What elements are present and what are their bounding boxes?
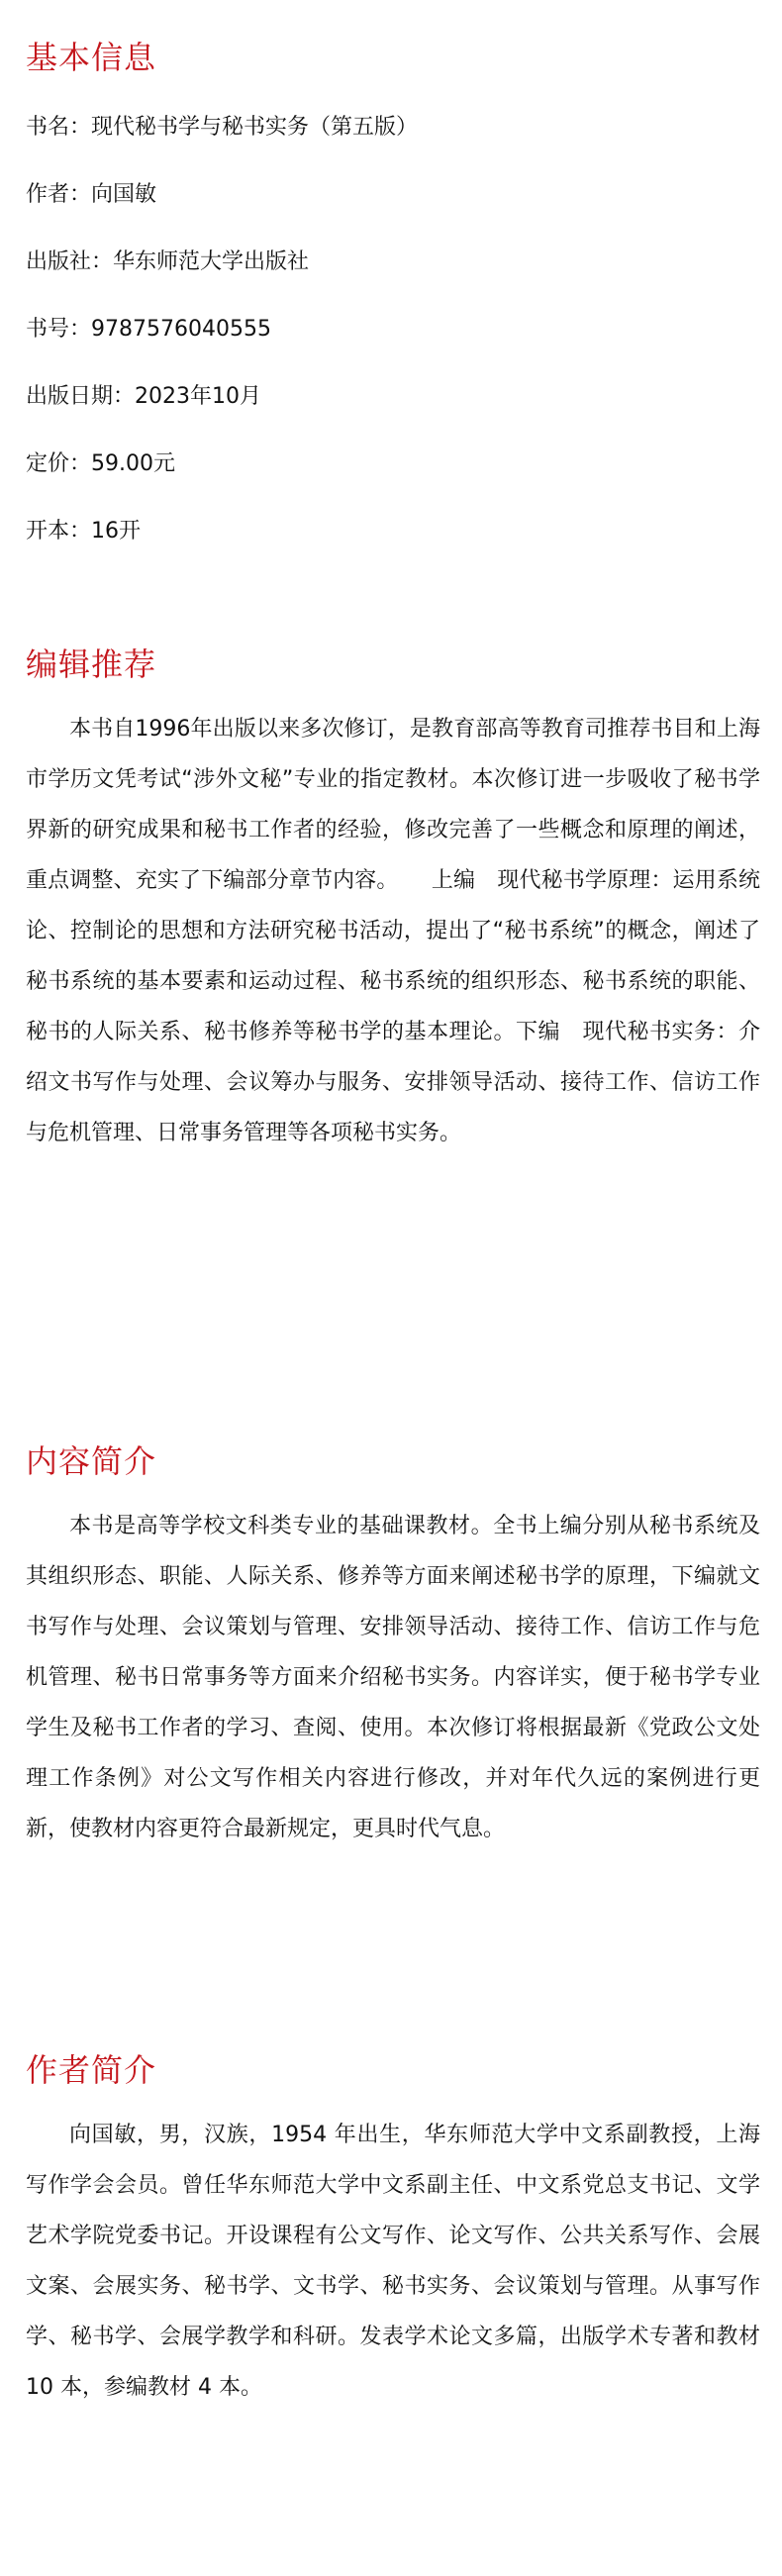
basic-info-section [26, 38, 760, 552]
book-title-line: 书名：现代秘书学与秘书实务（第五版） [26, 115, 419, 140]
author-intro-body: 向国敏，男，汉族，1954 年出生，华东师范大学中文系副教授，上海写作学会会员。曾任华东师范大学中文系副主任、中文系党总支书记、文学艺术学院党委书记。开设课程有公文写作、论文写作、公共关系写作、会展文案、会展实务、秘书学、文书学、秘书实务、会议策划与管理。从事写作学、秘书学、会展学教学和科研。发表学术论文多篇，出版学术专著和教材 10 本，参编教材 4 本。 [26, 2123, 760, 2400]
content-summary-section [26, 1441, 760, 1854]
price-line: 定价：59.00元 [26, 451, 175, 476]
publisher-line: 出版社：华东师范大学出版社 [26, 249, 310, 274]
publish-date-line: 出版日期：2023年10月 [26, 384, 261, 409]
editor-recommendation-body: 本书自1996年出版以来多次修订，是教育部高等教育司推荐书目和上海市学历文凭考试“涉外文秘”专业的指定教材。本次修订进一步吸收了秘书学界新的研究成果和秘书工作者的经验，修改完善了一些概念和原理的阐述，重点调整、充实了下编部分章节内容。 上编 现代秘书学原理：运用系统论、控制论的思想和方法研究秘书活动，提出了“秘书系统”的概念，阐述了秘书系统的基本要素和运动过程、秘书系统的组织形态、秘书系统的职能、秘书的人际关系、秘书修养等秘书学的基本理论。下编 现代秘书实务：介绍文书写作与处理、会议筹办与服务、安排领导活动、接待工作、信访工作与危机管理、日常事务管理等各项秘书实务。 [26, 717, 760, 1145]
editor-recommendation-section [26, 644, 760, 1158]
basic-info-heading: 基本信息 [26, 39, 157, 76]
content-summary-heading: 内容简介 [26, 1442, 157, 1480]
author-intro-heading: 作者简介 [26, 2051, 157, 2089]
isbn-line: 书号：9787576040555 [26, 317, 271, 342]
author-intro-section [26, 2050, 760, 2413]
format-line: 开本：16开 [26, 519, 141, 544]
editor-recommendation-heading: 编辑推荐 [26, 645, 157, 683]
author-line: 作者：向国敏 [26, 182, 157, 207]
content-summary-body: 本书是高等学校文科类专业的基础课教材。全书上编分别从秘书系统及其组织形态、职能、人际关系、修养等方面来阐述秘书学的原理，下编就文书写作与处理、会议策划与管理、安排领导活动、接待工作、信访工作与危机管理、秘书日常事务等方面来介绍秘书实务。内容详实，便于秘书学专业学生及秘书工作者的学习、查阅、使用。本次修订将根据最新《党政公文处理工作条例》对公文写作相关内容进行修改，并对年代久远的案例进行更新，使教材内容更符合最新规定，更具时代气息。 [26, 1514, 760, 1841]
